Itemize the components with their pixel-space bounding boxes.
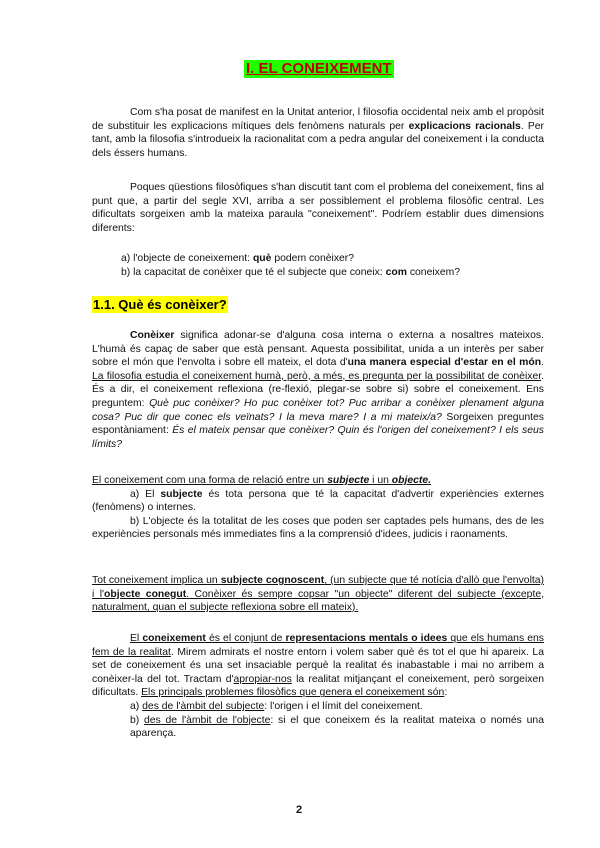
- intro-paragraph-1: Com s'ha posat de manifest en la Unitat anterior, l filosofia occidental neix amb el propòsit de substituir les explicacions mítiques dels fenòmens naturals per explicacions racionals. Per tant, amb la filosofia s'introdueix la racionalitat com a pedra angular del coneixement i la conducta dels éssers humans.: [92, 107, 545, 159]
- page-number: 2: [296, 804, 303, 816]
- relation-paragraph: El coneixement com una forma de relació entre un subjecte i un objecte. a) El subjecte és tota persona que té la capacitat d'advertir experiències externes (fenòmens) o internes. b) L'objecte és la totalitat de les coses que poden ser captades pels humans, des de les experiències personals més immediates fins a la comprensió d'idees, judicis i raonaments.: [92, 475, 544, 541]
- definition-paragraph: El coneixement és el conjunt de representacions mentals o idees que els humans ens fem de la realitat. Mirem admirats el nostre entorn i volem saber què és tot el que hi apareix. La set de coneixement és una set insaciable perquè la realitat és inabastable i mai no arribem a conèixer-la del tot. Tractam d'apropiar-nos la realitat mitjançant el coneixement, però sorgeixen dificultats. Els principals problemes filosòfics que genera el coneixement són: a) des de l'àmbit del subjecte: l'origen i el límit del coneixement. b) des de l'àmbit de l'objecte: si el que coneixem és la realitat mateixa o només una aparença.: [92, 633, 545, 740]
- dimension-item-b: b) la capacitat de conèixer que té el subjecte que coneix: com coneixem?: [121, 266, 461, 278]
- cognoscent-paragraph: Tot coneixement implica un subjecte cognoscent, (un subjecte que té notícia d'allò que l'envolta) i l'objecte conegut. Conèixer és sempre copsar "un objecte" diferent del subjecte (excepte, naturalment, quan el subjecte reflexiona sobre ell mateix).: [92, 575, 544, 614]
- relation-item-b: b) L'objecte és la totalitat de les coses que poden ser captades pels humans, des de les experiències personals més immediates fins a la comprensió d'idees, judicis i raonaments.: [92, 515, 544, 541]
- dimension-item-a: a) l'objecte de coneixement: què podem conèixer?: [121, 253, 355, 264]
- problem-item-b: b) des de l'àmbit de l'objecte: si el que coneixem és la realitat mateixa o només una aparença.: [130, 714, 544, 740]
- intro-paragraph-2: Poques qüestions filosòfiques s'han discutit tant com el problema del coneixement, fins al punt que, a partir del segle XVI, arriba a ser possiblement el problema filosòfic central. Les dificultats sorgeixen amb la mateixa paraula "coneixement". Podríem establir dues dimensions diferents:: [92, 182, 544, 234]
- problem-item-a: a) des de l'àmbit del subjecte: l'origen i el límit del coneixement.: [130, 700, 423, 712]
- section-heading: 1.1. Què és conèixer?: [93, 297, 227, 312]
- section-paragraph-1: Conèixer significa adonar-se d'alguna cosa interna o externa a nosaltres mateixos. L'humà és capaç de saber que està pensant. Aquesta possibilitat, unida a un interès per saber sobre el món que l'envolta i sobre ell mateix, el dota d'una manera especial d'estar en el món. La filosofia estudia el coneixement humà, però, a més, es pregunta per la possibilitat de conèixer. És a dir, el coneixement reflexiona (re-flexió, plegar-se sobre si) sobre el coneixement. Ens preguntem: Què puc conèixer? Ho puc conèixer tot? Puc arribar a conèixer plenament alguna cosa? Puc dir que conec els veïnats? I la meva mare? I a mi mateix/a? Sorgeixen preguntes espontàniament: És el mateix pensar que conèixer? Quin és l'origen del coneixement? I els seus límits?: [92, 330, 544, 450]
- dimension-list: [121, 252, 541, 279]
- page-title: I. EL CONEIXEMENT: [246, 60, 392, 77]
- relation-item-a: a) El subjecte és tota persona que té la capacitat d'advertir experiències externes (fenòmens) o internes.: [92, 488, 544, 514]
